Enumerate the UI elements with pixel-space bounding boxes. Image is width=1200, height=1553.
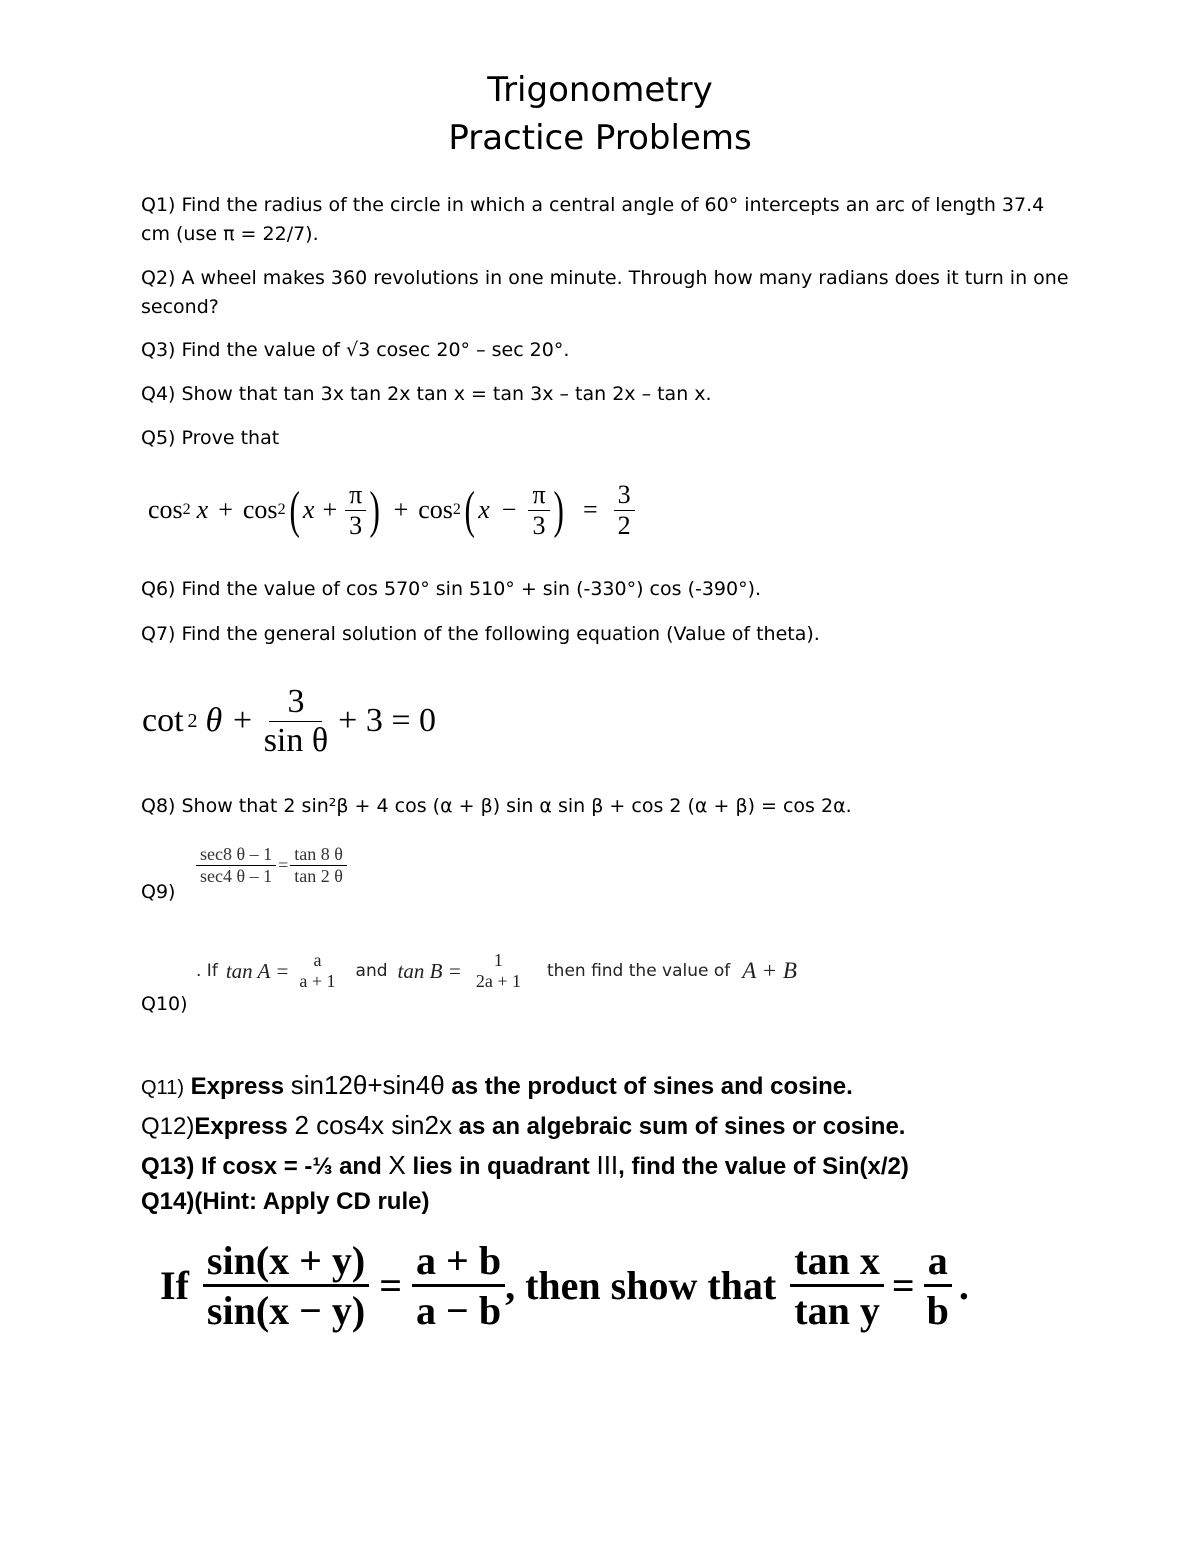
question-11: Q11) Express sin12θ+sin4θ as the product of sines and cosine. [141, 1070, 853, 1100]
title-line-2: Practice Problems [448, 118, 752, 158]
pi-over-3-fraction: $\frac{\pi}{3}$ [528, 480, 549, 541]
three-over-sin-theta-fraction: $\frac{3}{\text{sin θ}}$ [263, 682, 329, 759]
tan-ratio-fraction: $\frac{\text{tan x}}{\text{tan y}}$ [790, 1237, 884, 1334]
q10-equation: . If tan A = a a + 1 and tan B = 1 2a + 1 then find the value of A + B [196, 950, 797, 991]
q5-equation: cos 2 x + cos 2 ( x + $\frac{\pi}{3}$ ) + cos 2 ( x − $\frac{\pi}{3}$ ) = $\frac{3}{2}$ [148, 470, 635, 550]
question-5: Q5) Prove that [141, 427, 280, 449]
question-12: Q12)Express 2 cos4x sin2x as an algebraic sum of sines or cosine. [141, 1110, 906, 1140]
question-3: Q3) Find the value of √3 cosec 20° – sec 20°. [141, 339, 570, 361]
a-over-b-fraction: $\frac{a}{b}$ [923, 1237, 953, 1334]
question-1: Q1) Find the radius of the circle in which a central angle of 60° intercepts an arc of length 37.4 cm (use π = 22/7). [141, 194, 1045, 245]
title-line-1: Trigonometry [487, 70, 713, 110]
question-8: Q8) Show that 2 sin²β + 4 cos (α + β) sin α sin β + cos 2 (α + β) = cos 2α. [141, 795, 852, 817]
question-6: Q6) Find the value of cos 570° sin 510° + sin (-330°) cos (-390°). [141, 578, 762, 600]
q7-equation: cot 2 θ + $\frac{3}{\text{sin θ}}$ + 3 = 0 [142, 682, 437, 759]
a-plus-b-over-a-minus-b-fraction: $\frac{a + b}{a - b}$ [412, 1237, 505, 1334]
question-13: Q13) If cosx = -⅓ and X lies in quadrant III, find the value of Sin(x/2) [141, 1150, 909, 1180]
question-4: Q4) Show that tan 3x tan 2x tan x = tan 3x – tan 2x – tan x. [141, 383, 712, 405]
question-10-label: Q10) [141, 993, 188, 1015]
tan-fraction: $\frac{\tan 8 \theta}{\tan 2 \theta}$ [290, 844, 347, 887]
q14-equation: If $\frac{\sin(x + y)}{\sin(x - y)}$ = $\frac{a + b}{a - b}$ , then show that $\frac{\text{tan x}}{\text{tan y}}$ = $\frac{a}{b}$ . [160, 1237, 969, 1333]
question-9-label: Q9) [141, 881, 176, 903]
sin-ratio-fraction: $\frac{\sin(x + y)}{\sin(x - y)}$ [203, 1237, 369, 1334]
sec-fraction: $\frac{\sec 8 \theta - 1}{\sec 4 \theta - 1}$ [196, 844, 276, 887]
three-halves-fraction: $\frac{3}{2}$ [614, 480, 635, 541]
q9-equation: $\frac{\sec 8 \theta - 1}{\sec 4 \theta - 1}$ = $\frac{\tan 8 \theta}{\tan 2 \theta}$ [196, 844, 347, 887]
pi-over-3-fraction: $\frac{\pi}{3}$ [345, 480, 366, 541]
a-over-a-plus-1-fraction: a a + 1 [299, 950, 336, 991]
question-7: Q7) Find the general solution of the following equation (Value of theta). [141, 623, 820, 645]
one-over-2a-plus-1-fraction: 1 2a + 1 [475, 950, 521, 991]
question-14: Q14)(Hint: Apply CD rule) [141, 1188, 430, 1215]
question-2: Q2) A wheel makes 360 revolutions in one minute. Through how many radians does it turn in one second? [141, 267, 1069, 318]
